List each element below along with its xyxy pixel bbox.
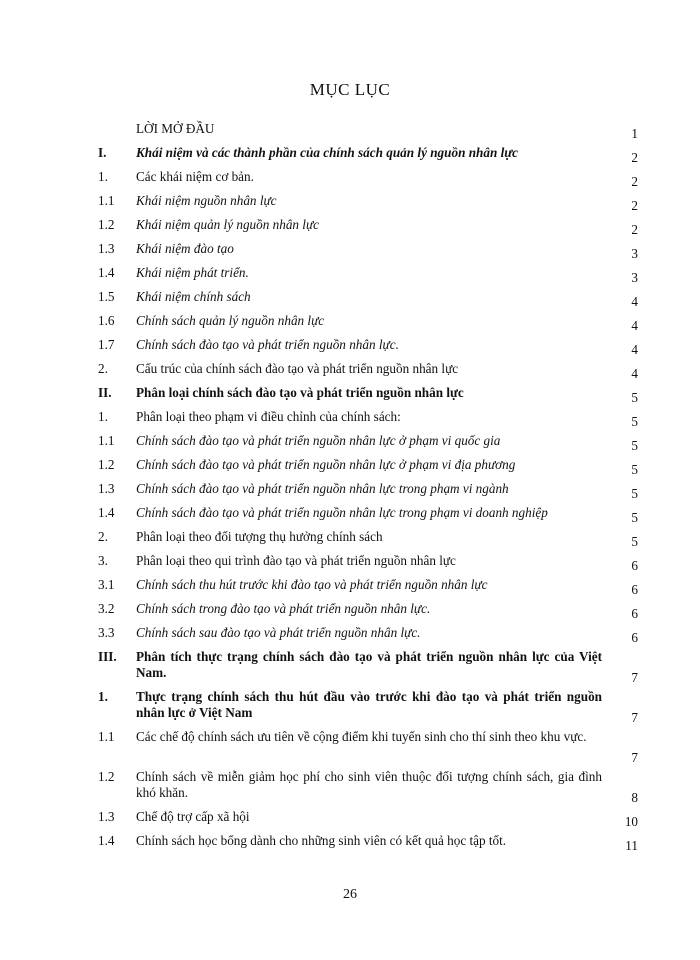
toc-entry-title: Khái niệm nguồn nhân lực: [136, 193, 277, 208]
toc-entry-page: 8: [631, 790, 638, 805]
toc-entry-page: 2: [631, 198, 638, 213]
toc-entry: [98, 430, 638, 454]
toc-entry-number: 1.1: [98, 433, 115, 448]
toc-entry: [98, 142, 638, 166]
toc-entry-title: Khái niệm đào tạo: [136, 241, 234, 256]
toc-entry-page: 4: [631, 366, 638, 381]
toc-entry: [98, 454, 638, 478]
toc-entry-title: Chính sách thu hút trước khi đào tạo và phát triển nguồn nhân lực: [136, 577, 488, 592]
toc-entry: [98, 622, 638, 646]
toc-entry: [98, 406, 638, 430]
toc-entry-page: 7: [631, 710, 638, 725]
toc-entry-title: Chính sách đào tạo và phát triển nguồn nhân lực ở phạm vi quốc gia: [136, 433, 501, 448]
toc-entry: [98, 310, 638, 334]
toc-entry-title: LỜI MỞ ĐẦU: [136, 121, 215, 136]
toc-entry-title: Khái niệm chính sách: [136, 289, 251, 304]
toc-entry-page: 5: [631, 438, 638, 453]
toc-entry-page: 5: [631, 510, 638, 525]
toc-entry-number: 3.2: [98, 601, 115, 616]
toc-entry-page: 6: [631, 606, 638, 621]
toc-entry-number: 1.4: [98, 833, 115, 848]
toc-entry: [98, 214, 638, 238]
toc-entry: [98, 262, 638, 286]
toc-entry-title: Chính sách đào tạo và phát triển nguồn nhân lực ở phạm vi địa phương: [136, 457, 516, 472]
toc-entry-page: 2: [631, 150, 638, 165]
toc-entry-title: Chính sách đào tạo và phát triển nguồn nhân lực trong phạm vi ngành: [136, 481, 509, 496]
toc-entry-page: 3: [631, 270, 638, 285]
toc-entry: [98, 118, 638, 142]
toc-entry-number: III.: [98, 649, 117, 664]
toc-entry-number: 3.1: [98, 577, 115, 592]
toc-entry-title: Phân loại chính sách đào tạo và phát triển nguồn nhân lực: [136, 385, 464, 400]
toc-entry-title: Phân loại theo qui trình đào tạo và phát triển nguồn nhân lực: [136, 553, 456, 568]
toc-entry-page: 10: [624, 814, 638, 829]
toc-entry-number: 1.1: [98, 193, 115, 208]
toc-entry: [98, 334, 638, 358]
toc-entry-number: 2.: [98, 529, 108, 544]
page-number: 26: [343, 887, 357, 902]
toc-entry: [98, 358, 638, 382]
toc-entry-page: 5: [631, 486, 638, 501]
toc-entry-title: Các chế độ chính sách ưu tiên về cộng điểm khi tuyển sinh cho thí sinh theo khu vực.: [136, 729, 587, 744]
toc-entry-page: 5: [631, 534, 638, 549]
toc-entry: [98, 166, 638, 190]
toc-entry: [98, 806, 638, 830]
toc-entry-number: 1.1: [98, 729, 115, 744]
toc-entry-number: II.: [98, 385, 112, 400]
toc-entry: [98, 478, 638, 502]
toc-entry-page: 4: [631, 294, 638, 309]
toc-entry-title: Phân loại theo đối tượng thụ hưởng chính sách: [136, 529, 383, 544]
toc-entry-number: 1.2: [98, 217, 115, 232]
toc-entry: [98, 646, 638, 686]
toc-entry: [98, 550, 638, 574]
toc-entry-number: 1.6: [98, 313, 115, 328]
toc-entry-page: 1: [631, 126, 638, 141]
toc-entry-number: 1.5: [98, 289, 115, 304]
toc-entry: [98, 382, 638, 406]
toc-entry-page: 4: [631, 318, 638, 333]
toc-entry-page: 2: [631, 174, 638, 189]
toc-entry: [98, 830, 638, 854]
toc-entry-number: 1.3: [98, 809, 115, 824]
toc-entry-page: 3: [631, 246, 638, 261]
toc-entry-page: 7: [631, 750, 638, 765]
toc-entry-page: 2: [631, 222, 638, 237]
toc-entry-page: 7: [631, 670, 638, 685]
toc-entry-number: 1.7: [98, 337, 115, 352]
toc-entry-number: 1.: [98, 689, 108, 704]
toc-entry-page: 6: [631, 630, 638, 645]
toc-entry-title: Khái niệm phát triển.: [136, 265, 249, 280]
toc-entry-title: Chính sách đào tạo và phát triển nguồn nhân lực.: [136, 337, 399, 352]
toc-entry: [98, 574, 638, 598]
toc-entry-number: 1.2: [98, 457, 115, 472]
toc-entry-title: Chính sách trong đào tạo và phát triển nguồn nhân lực.: [136, 601, 431, 616]
toc-entry-title: Các khái niệm cơ bản.: [136, 169, 254, 184]
toc-entry-number: 1.4: [98, 265, 115, 280]
toc-entry-title: Chế độ trợ cấp xã hội: [136, 809, 250, 824]
toc-entry-page: 11: [625, 838, 638, 853]
toc-entry-number: 1.4: [98, 505, 115, 520]
toc-entry-title: Chính sách về miễn giảm học phí cho sinh viên thuộc đối tượng chính sách, gia đình khó khăn.: [136, 769, 602, 800]
toc-entry: [98, 598, 638, 622]
toc-entry: [98, 238, 638, 262]
toc-entry-title: Chính sách sau đào tạo và phát triển nguồn nhân lực.: [136, 625, 421, 640]
toc-entry-title: Cấu trúc của chính sách đào tạo và phát triển nguồn nhân lực: [136, 361, 459, 376]
toc-entry-number: I.: [98, 145, 107, 160]
toc-entry-page: 5: [631, 462, 638, 477]
toc-entry-title: Chính sách đào tạo và phát triển nguồn nhân lực trong phạm vi doanh nghiệp: [136, 505, 548, 520]
toc-entry-title: Chính sách quản lý nguồn nhân lực: [136, 313, 325, 328]
toc-entry: [98, 190, 638, 214]
toc-entry-number: 1.: [98, 169, 108, 184]
toc-entry-number: 1.3: [98, 481, 115, 496]
toc-entry-number: 3.3: [98, 625, 115, 640]
toc-entry-page: 5: [631, 390, 638, 405]
toc-entry: [98, 766, 638, 806]
toc-entry-number: 2.: [98, 361, 108, 376]
toc-entry-title: Khái niệm và các thành phần của chính sách quản lý nguồn nhân lực: [136, 145, 519, 160]
toc-entry-page: 6: [631, 558, 638, 573]
toc-entry-page: 4: [631, 342, 638, 357]
toc-entry-title: Thực trạng chính sách thu hút đầu vào trước khi đào tạo và phát triển nguồn nhân lực ở Việt Nam: [136, 689, 602, 720]
toc-entry: [98, 526, 638, 550]
toc-entry: [98, 502, 638, 526]
table-of-contents: [98, 118, 638, 854]
toc-entry-title: Phân loại theo phạm vi điều chỉnh của chính sách:: [136, 409, 401, 424]
toc-entry-number: 3.: [98, 553, 108, 568]
toc-entry-number: 1.: [98, 409, 108, 424]
toc-entry-page: 5: [631, 414, 638, 429]
toc-entry: [98, 686, 638, 726]
toc-entry-title: Phân tích thực trạng chính sách đào tạo và phát triển nguồn nhân lực của Việt Nam.: [136, 649, 602, 680]
toc-entry-number: 1.3: [98, 241, 115, 256]
toc-entry: [98, 726, 638, 766]
toc-entry-number: 1.2: [98, 769, 115, 784]
toc-entry-title: Khái niệm quản lý nguồn nhân lực: [136, 217, 320, 232]
toc-entry-title: Chính sách học bổng dành cho những sinh viên có kết quả học tập tốt.: [136, 833, 507, 848]
toc-entry-page: 6: [631, 582, 638, 597]
toc-entry: [98, 286, 638, 310]
page-title: MỤC LỤC: [309, 80, 391, 99]
